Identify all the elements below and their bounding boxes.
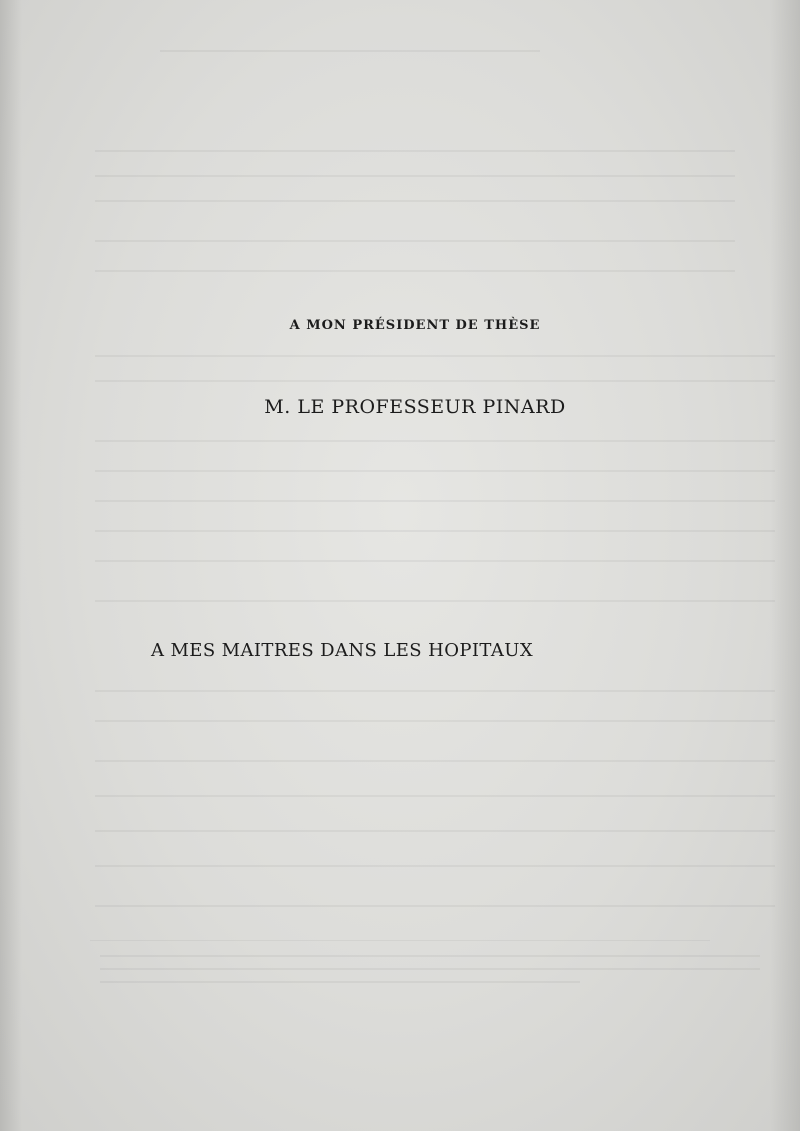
dedication-president-heading: A MON PRÉSIDENT DE THÈSE	[289, 318, 541, 333]
page-shadow-right	[770, 0, 800, 1131]
page-shadow-left	[0, 0, 22, 1131]
dedication-masters-heading: A MES MAITRES DANS LES HOPITAUX	[150, 640, 534, 661]
president-name: M. LE PROFESSEUR PINARD	[264, 396, 566, 418]
